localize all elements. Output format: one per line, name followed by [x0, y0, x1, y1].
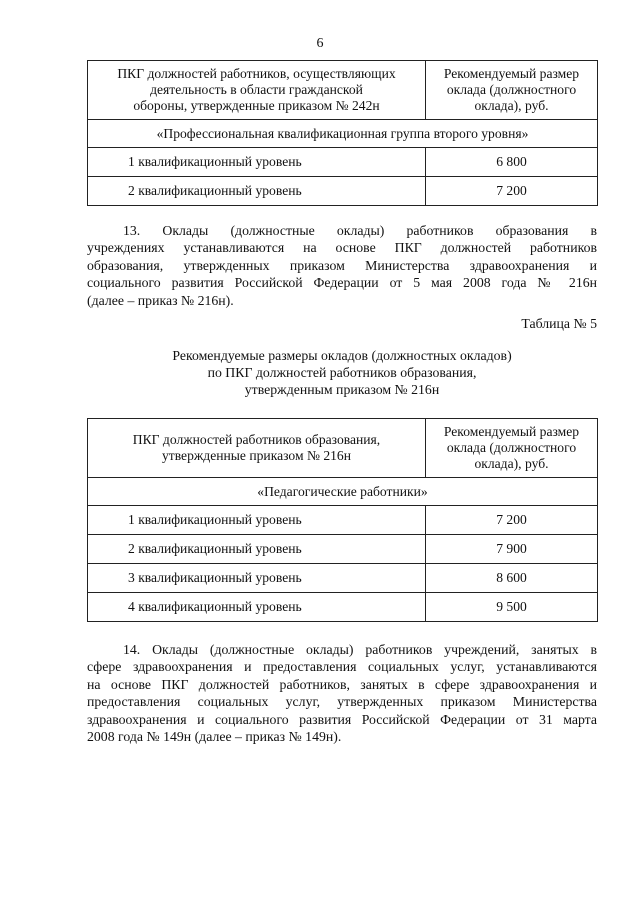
table-education-salaries [87, 418, 598, 622]
table-header-row [88, 61, 598, 120]
header-salary: Рекомендуемый размер оклада (должностного оклада), руб. [426, 419, 598, 478]
caption-line: Рекомендуемые размеры окладов (должностных окладов) [172, 348, 512, 363]
paragraph-line: предоставления социальных услуг, утвержденных приказом Министерства [87, 694, 597, 710]
level-cell: 3 квалификационный уровень [88, 564, 426, 593]
paragraph-14 [87, 641, 597, 745]
table-header-row [88, 419, 598, 478]
table-row [88, 593, 598, 622]
header-salary: Рекомендуемый размер оклада (должностного оклада), руб. [426, 61, 598, 120]
table-row [88, 535, 598, 564]
level-cell: 2 квалификационный уровень [88, 177, 426, 206]
paragraph-line: социального развития Российской Федерации от 5 мая 2008 года № 216н [87, 275, 597, 291]
level-cell: 2 квалификационный уровень [88, 535, 426, 564]
table-number-label: Таблица № 5 [521, 316, 597, 331]
caption-line: утвержденным приказом № 216н [244, 382, 440, 397]
page-number: 6 [316, 36, 324, 51]
table-row [88, 506, 598, 535]
salary-cell: 6 800 [426, 148, 598, 177]
group-title: «Педагогические работники» [88, 478, 598, 506]
salary-cell: 8 600 [426, 564, 598, 593]
salary-cell: 9 500 [426, 593, 598, 622]
header-pkg: ПКГ должностей работников образования, утвержденные приказом № 216н [88, 419, 426, 478]
paragraph-line: здравоохранения и социального развития Российской Федерации от 31 марта [87, 711, 597, 727]
group-title: «Профессиональная квалификационная группа второго уровня» [88, 120, 598, 148]
salary-cell: 7 200 [426, 506, 598, 535]
level-cell: 1 квалификационный уровень [88, 148, 426, 177]
level-cell: 1 квалификационный уровень [88, 506, 426, 535]
header-pkg: ПКГ должностей работников, осуществляющих деятельность в области гражданской обороны, утвержденные приказом № 242н [88, 61, 426, 120]
paragraph-line: 14. Оклады (должностные оклады) работников учреждений, занятых в [123, 642, 597, 657]
paragraph-line: на основе ПКГ должностей работников, занятых в сфере здравоохранения и [87, 676, 597, 692]
salary-cell: 7 900 [426, 535, 598, 564]
paragraph-13 [87, 222, 597, 309]
paragraph-line: (далее – приказ № 216н). [87, 292, 234, 308]
paragraph-line: 13. Оклады (должностные оклады) работников образования в [123, 223, 597, 238]
table-row [88, 177, 598, 206]
caption-line: по ПКГ должностей работников образования, [207, 365, 477, 380]
paragraph-line: образования, утвержденных приказом Министерства здравоохранения и [87, 257, 597, 273]
table-civil-defense-salaries [87, 60, 598, 206]
paragraph-line: учреждениях устанавливаются на основе ПКГ должностей работников [87, 240, 597, 256]
level-cell: 4 квалификационный уровень [88, 593, 426, 622]
table-group-row [88, 120, 598, 148]
table-caption [87, 347, 597, 398]
table-row [88, 564, 598, 593]
paragraph-line: 2008 года № 149н (далее – приказ № 149н). [87, 729, 342, 745]
table-row [88, 148, 598, 177]
table-group-row [88, 478, 598, 506]
paragraph-line: сфере здравоохранения и предоставления социальных услуг, устанавливаются [87, 659, 597, 675]
salary-cell: 7 200 [426, 177, 598, 206]
